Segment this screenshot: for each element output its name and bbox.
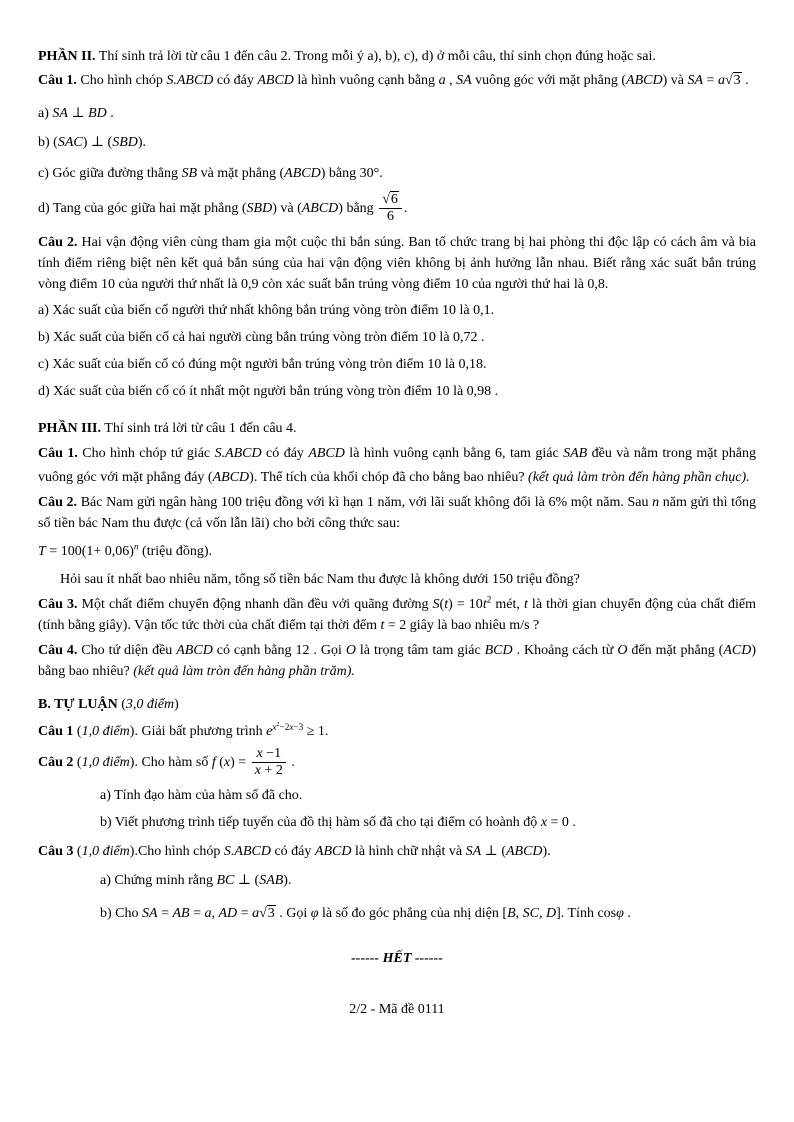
- tuluan-cau2-statement: Câu 2 (1,0 điểm). Cho hàm số f (x) = $\frac{x -1}{x + 2}$ .: [38, 746, 295, 779]
- square-root: √6: [382, 192, 398, 207]
- tuluan-cau3-part-a: a) Chứng minh rằng BC ⊥ (SAB).: [100, 872, 292, 888]
- phan2-cau2-option-c: c) Xác suất của biến cố có đúng một người bắn trúng vòng tròn điểm 10 là 0,18.: [38, 357, 487, 373]
- phan2-cau1-option-d: d) Tang của góc giữa hai mặt phẳng (SBD) và (ABCD) bằng $\frac{√6}{6}$ .: [38, 192, 408, 224]
- superscript: n: [133, 541, 139, 552]
- phan3-cau1-statement: Câu 1. Cho hình chóp tứ giác S.ABCD có đáy ABCD là hình vuông cạnh bằng 6, tam giác SAB đều và nằm trong mặt phẳng vuông góc với mặt phẳng đáy (ABCD). Thể tích của khối chóp đã cho bằng bao nhiêu? (kết quả làm tròn đến hàng phần chục).: [38, 446, 756, 486]
- phan2-header: PHẦN II. Thí sinh trả lời từ câu 1 đến câu 2. Trong mỗi ý a), b), c), d) ở mỗi câu, thí sinh chọn đúng hoặc sai.: [38, 49, 656, 64]
- phan2-cau2-statement: Câu 2. Hai vận động viên cùng tham gia một cuộc thi bắn súng. Ban tổ chức trang bị hai phòng thi độc lập có cách âm và bia tính điểm riêng biệt nên kết quả bắn súng của hai vận động viên không bị ảnh hưởng lẫn nhau. Biết rằng xác suất bắn trúng vòng điểm 10 của người thứ nhất là 0,9 còn xác suất bắn trúng vòng điểm 10 của người thứ hai là 0,8.: [38, 235, 756, 293]
- phan2-cau2-option-a: a) Xác suất của biến cố người thứ nhất không bắn trúng vòng tròn điểm 10 là 0,1.: [38, 303, 495, 319]
- phan2-cau1-statement: Câu 1. Cho hình chóp S.ABCD có đáy ABCD là hình vuông cạnh bằng a , SA vuông góc với mặt phẳng (ABCD) và SA = a√3 .: [38, 73, 749, 88]
- phan2-cau1-option-c: c) Góc giữa đường thẳng SB và mặt phẳng (ABCD) bằng 30°.: [38, 166, 383, 181]
- superscript: x2−2x−3: [272, 721, 304, 732]
- phan3-cau3-statement: Câu 3. Một chất điểm chuyển động nhanh dần đều với quãng đường $S(t) = 10t^2$ mét, t là thời gian chuyển động của chất điểm (tính bằng giây). Vận tốc tức thời của chất điểm tại thời đểm t = 2 giây là bao nhiêu m/s ?: [38, 594, 756, 634]
- phan2-cau1-option-b: b) (SAC) ⊥ (SBD).: [38, 135, 147, 150]
- superscript: 2: [486, 594, 492, 605]
- tuluan-header: B. TỰ LUẬN (3,0 điểm): [38, 697, 179, 713]
- end-marker: ------ HẾT ------: [351, 950, 443, 966]
- phan3-cau2-formula: $T = 100(1+ 0,06)^n$ (triệu đồng).: [38, 541, 213, 560]
- phan3-cau2-statement: Câu 2. Bác Nam gửi ngân hàng 100 triệu đồng với kì hạn 1 năm, với lãi suất không đổi là 6% một năm. Sau n năm gửi thì tổng số tiền bác Nam thu được (cả vốn lẫn lãi) cho bởi công thức sau:: [38, 495, 757, 532]
- phan3-header: PHẦN III. Thí sinh trả lời từ câu 1 đến câu 4.: [38, 421, 297, 437]
- phan2-cau2-option-d: d) Xác suất của biến cố có ít nhất một người bắn trúng vòng tròn điểm 10 là 0,98 .: [38, 384, 499, 400]
- phan3-cau2-question: Hỏi sau ít nhất bao nhiêu năm, tổng số tiền bác Nam thu được là không dưới 150 triệu đồng?: [60, 572, 580, 588]
- phan2-cau1-option-a: a) SA ⊥ BD .: [38, 106, 114, 121]
- square-root: √3: [724, 73, 741, 88]
- tuluan-cau1-statement: Câu 1 (1,0 điểm). Giải bất phương trình $e^{x^2-2x-3} \ge 1$.: [38, 721, 329, 740]
- tuluan-cau2-part-a: a) Tính đạo hàm của hàm số đã cho.: [100, 787, 303, 803]
- superscript: 2: [276, 721, 280, 728]
- tuluan-cau2-part-b: b) Viết phương trình tiếp tuyến của đồ thị hàm số đã cho tại điểm có hoành độ x = 0 .: [100, 814, 576, 830]
- document-body: [38, 46, 756, 924]
- square-root: √3: [259, 905, 275, 921]
- page-footer: 2/2 - Mã đề 0111: [349, 1001, 445, 1017]
- phan3-cau4-statement: Câu 4. Cho tứ diện đều ABCD có cạnh bằng 12 . Gọi O là trọng tâm tam giác BCD . Khoảng cách từ O đến mặt phẳng (ACD) bằng bao nhiêu? (kết quả làm tròn đến hàng phần trăm).: [38, 643, 757, 680]
- phan2-cau2-option-b: b) Xác suất của biến cố cả hai người cùng bắn trúng vòng tròn điểm 10 là 0,72 .: [38, 330, 485, 346]
- tuluan-cau3-statement: Câu 3 (1,0 điểm).Cho hình chóp S.ABCD có đáy ABCD là hình chữ nhật và SA ⊥ (ABCD).: [38, 843, 551, 859]
- fraction: $\frac{√6}{6}$: [379, 192, 402, 224]
- fraction: $\frac{x -1}{x + 2}$: [252, 746, 286, 778]
- tuluan-cau3-part-b: b) Cho SA = AB = a, AD = a√3 . Gọi φ là số đo góc phẳng của nhị diện [B, SC, D]. Tính cosφ .: [100, 905, 631, 921]
